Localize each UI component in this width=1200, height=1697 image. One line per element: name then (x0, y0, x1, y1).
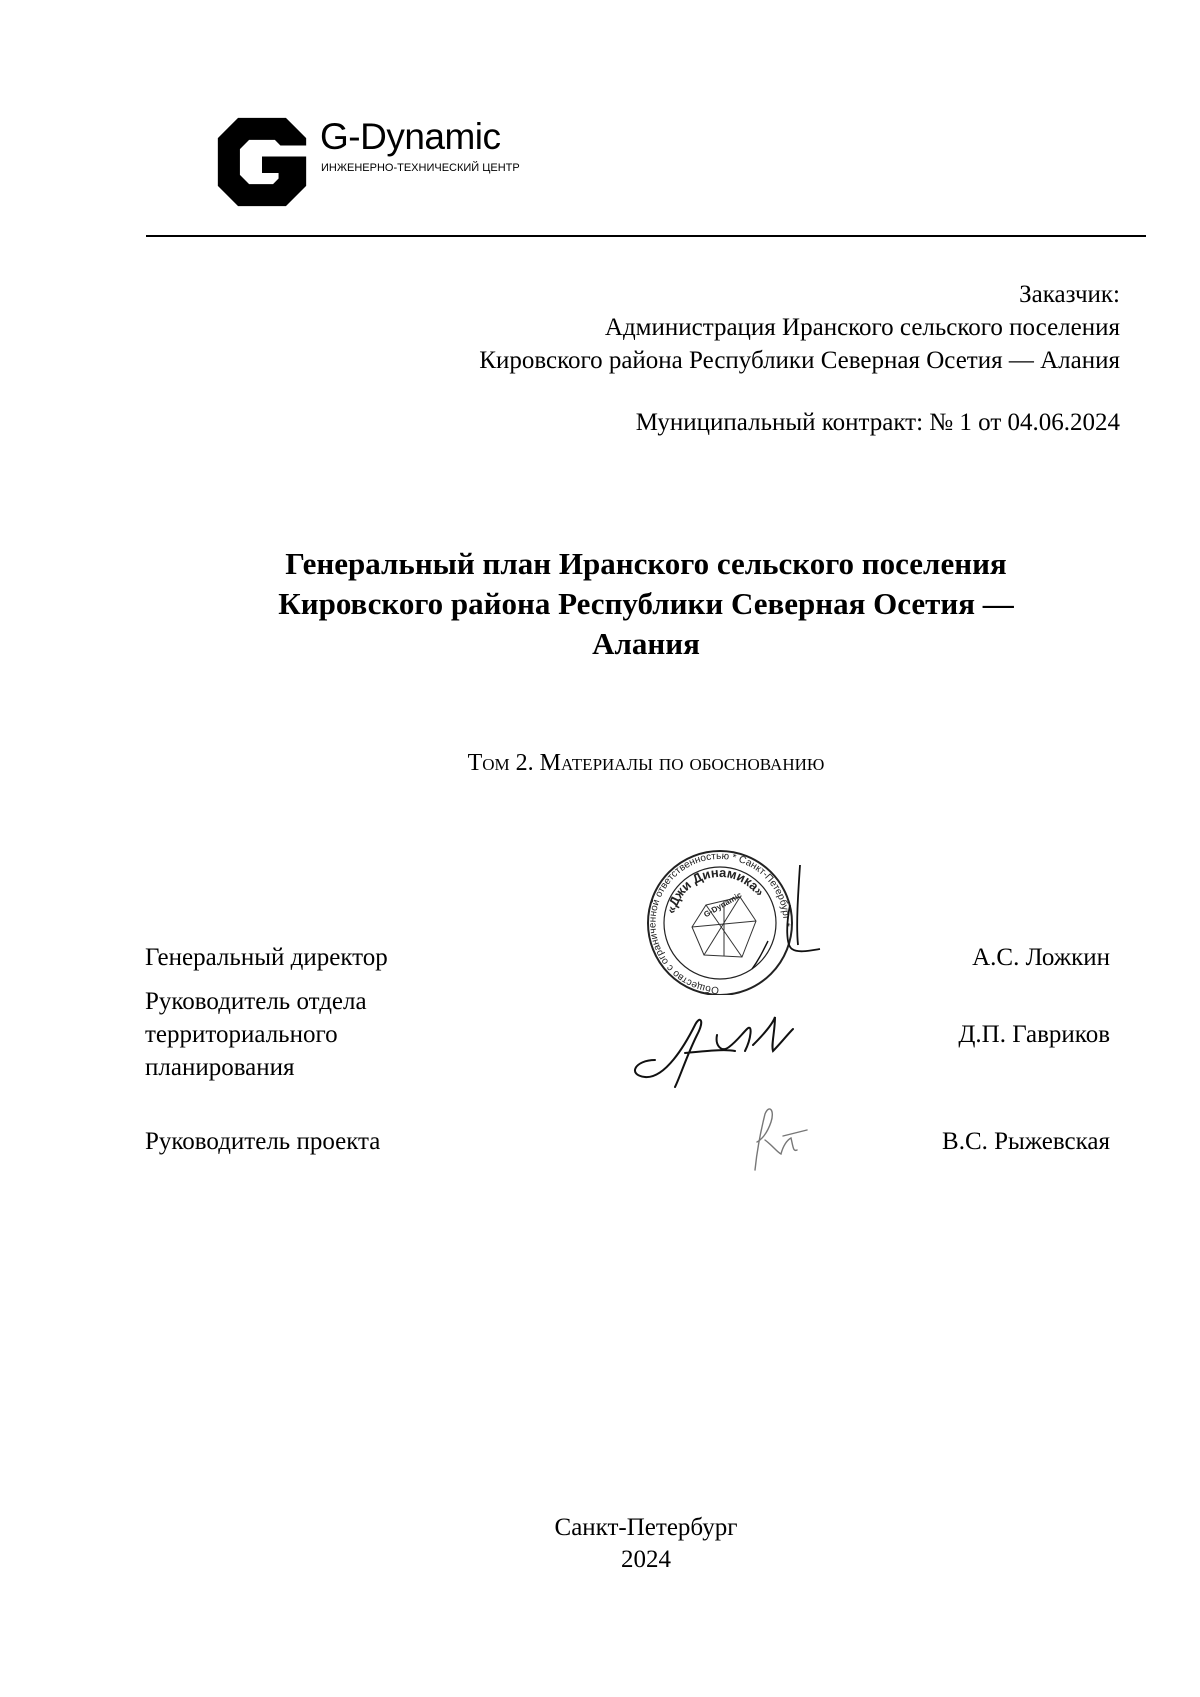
customer-block (479, 278, 1120, 377)
title-line-1: Генеральный план Иранского сельского поселения (285, 546, 1007, 581)
header-divider (146, 235, 1146, 237)
logo-subtitle: ИНЖЕНЕРНО-ТЕХНИЧЕСКИЙ ЦЕНТР (321, 162, 520, 174)
g-logo-icon (216, 116, 308, 208)
handwritten-signature-icon (735, 1100, 815, 1180)
customer-line-2: Кировского района Республики Северная Осетия — Алания (479, 347, 1120, 374)
signatory-role: Генеральный директор (145, 944, 388, 971)
customer-label: Заказчик: (1019, 281, 1120, 308)
signatory-role: Руководитель проекта (145, 1128, 381, 1155)
footer-year: 2024 (621, 1546, 671, 1573)
logo-name: G-Dynamic (320, 116, 501, 157)
title-line-2: Кировского района Республики Северная Осетия — (278, 586, 1014, 621)
seal-outer-text: Общество с ограниченной ответственностью * Санкт-Петербург * (647, 850, 792, 995)
signatory-row-project-lead (145, 1125, 1110, 1165)
contract-number: Муниципальный контракт: № 1 от 04.06.2024 (635, 409, 1120, 436)
handwritten-signature-icon (625, 1005, 810, 1090)
signatory-name: А.С. Ложкин (972, 944, 1110, 971)
footer (146, 1512, 1146, 1576)
signatory-row-director (145, 941, 1110, 981)
footer-city: Санкт-Петербург (554, 1514, 738, 1541)
title-line-3: Алания (592, 626, 700, 661)
signatory-name: Д.П. Гавриков (958, 1021, 1110, 1048)
signatory-role: Руководитель отдела территориального планирования (145, 988, 367, 1081)
seal-center-text: G-Dynamic (702, 890, 744, 920)
volume-title: Том 2. Материалы по обоснованию (467, 750, 825, 776)
company-seal-icon (640, 845, 865, 995)
document-title (146, 544, 1146, 664)
customer-line-1: Администрация Иранского сельского поселения (604, 314, 1120, 341)
seal-inner-text: «Джи Динамика» (663, 864, 768, 916)
company-logo (216, 116, 520, 208)
signatory-name: В.С. Рыжевская (942, 1128, 1110, 1155)
